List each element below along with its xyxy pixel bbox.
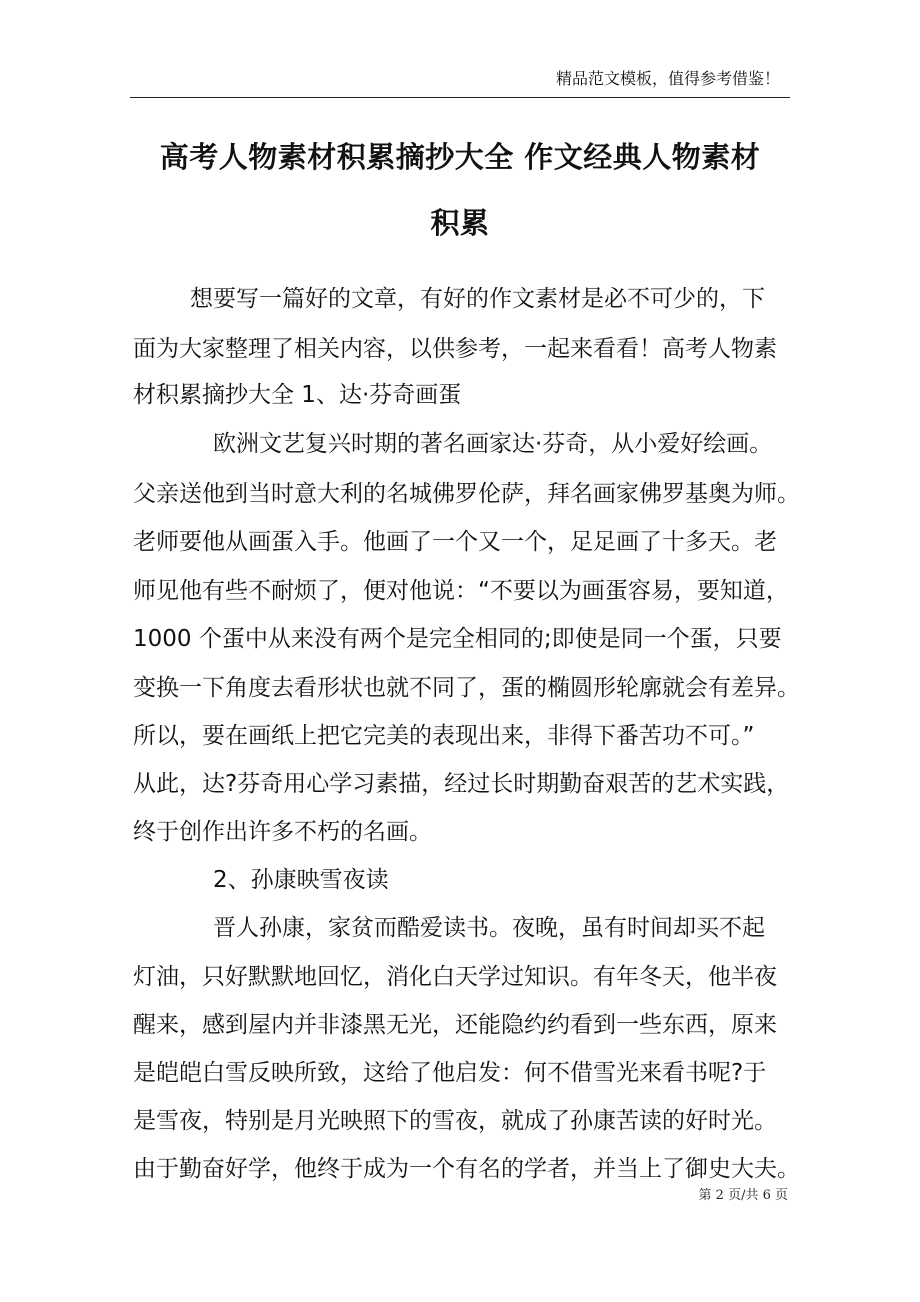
document-title	[130, 124, 790, 256]
body-line: 老师要他从画蛋入手。他画了一个又一个，足足画了十多天。老	[133, 529, 777, 555]
body-line: 所以，要在画纸上把它完美的表现出来，非得下番苦功不可。”	[133, 723, 755, 749]
body-line: 想要写一篇好的文章，有好的作文素材是必不可少的，下	[190, 286, 765, 312]
body-line: 晋人孙康，家贫而酷爱读书。夜晚，虽有时间却买不起	[213, 915, 765, 941]
body-line: 终于创作出许多不朽的名画。	[133, 819, 432, 845]
body-line: 师见他有些不耐烦了，便对他说：“不要以为画蛋容易，要知道，	[133, 578, 789, 604]
body-line: 1000 个蛋中从来没有两个是完全相同的;即使是同一个蛋，只要	[133, 626, 782, 652]
page-indicator: 第 2 页/共 6 页	[698, 1188, 788, 1203]
section-heading: 2、孙康映雪夜读	[213, 867, 389, 893]
body-line: 欧洲文艺复兴时期的著名画家达·芬奇，从小爱好绘画。	[213, 431, 773, 457]
body-line: 从此，达?芬奇用心学习素描，经过长时期勤奋艰苦的艺术实践，	[133, 771, 790, 797]
body-line: 变换一下角度去看形状也就不同了，蛋的椭圆形轮廓就会有差异。	[133, 675, 800, 701]
body-line: 父亲送他到当时意大利的名城佛罗伦萨，拜名画家佛罗基奥为师。	[133, 481, 800, 507]
title-line-1: 高考人物素材积累摘抄大全 作文经典人物素材	[159, 140, 761, 174]
body-line: 由于勤奋好学，他终于成为一个有名的学者，并当上了御史大夫。	[133, 1156, 800, 1182]
body-line: 是皑皑白雪反映所致，这给了他启发：何不借雪光来看书呢?于	[133, 1060, 767, 1086]
header-divider	[130, 97, 790, 98]
body-line: 是雪夜，特别是月光映照下的雪夜，就成了孙康苦读的好时光。	[133, 1108, 777, 1134]
body-line: 材积累摘抄大全 1、达·芬奇画蛋	[133, 382, 462, 408]
body-line: 面为大家整理了相关内容，以供参考，一起来看看！高考人物素	[133, 336, 777, 362]
title-line-2: 积累	[430, 206, 490, 240]
body-line: 灯油，只好默默地回忆，消化白天学过知识。有年冬天，他半夜	[133, 964, 777, 990]
body-line: 醒来，感到屋内并非漆黑无光，还能隐约约看到一些东西，原来	[133, 1012, 777, 1038]
header-note: 精品范文模板，值得参考借鉴！	[555, 69, 780, 88]
